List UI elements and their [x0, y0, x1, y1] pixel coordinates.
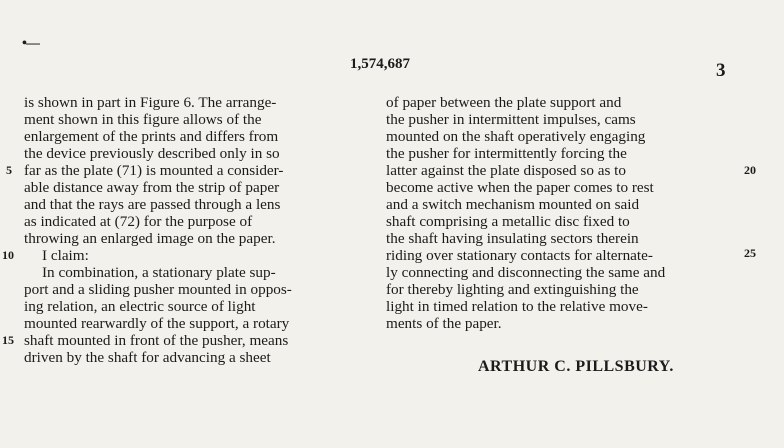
text-line: In combination, a stationary plate sup-: [42, 264, 276, 281]
text-line: ing relation, an electric source of light: [24, 298, 256, 315]
text-line: is shown in part in Figure 6. The arrange-: [24, 94, 277, 111]
text-line: the pusher in intermittent impulses, cams: [386, 111, 636, 128]
inventor-signature: ARTHUR C. PILLSBURY.: [478, 358, 674, 375]
text-line: able distance away from the strip of paper: [24, 179, 280, 196]
patent-number: 1,574,687: [350, 56, 410, 72]
right-column: [386, 94, 736, 332]
text-line: riding over stationary contacts for alternate-: [386, 247, 653, 264]
text-line: the pusher for intermittently forcing the: [386, 145, 627, 162]
line-number-10: 10: [2, 248, 14, 262]
text-line: ly connecting and disconnecting the same and: [386, 264, 666, 281]
text-line: throwing an enlarged image on the paper.: [24, 230, 276, 247]
claim-heading: I claim:: [42, 247, 89, 264]
text-line: shaft mounted in front of the pusher, means: [24, 332, 289, 349]
text-line: become active when the paper comes to rest: [386, 179, 654, 196]
text-line: shaft comprising a metallic disc fixed to: [386, 213, 630, 230]
text-line: far as the plate (71) is mounted a consider-: [24, 162, 284, 179]
text-line: the shaft having insulating sectors therein: [386, 230, 639, 247]
text-line: mounted rearwardly of the support, a rotary: [24, 315, 290, 332]
text-line: and a switch mechanism mounted on said: [386, 196, 640, 213]
text-line: and that the rays are passed through a lens: [24, 196, 281, 213]
text-line: port and a sliding pusher mounted in oppos-: [24, 281, 292, 298]
text-line: latter against the plate disposed so as to: [386, 162, 626, 179]
text-line: driven by the shaft for advancing a sheet: [24, 349, 271, 366]
text-line: enlargement of the prints and differs from: [24, 128, 279, 145]
line-number-5: 5: [6, 163, 12, 177]
left-column: [24, 94, 374, 366]
page-number: 3: [716, 60, 726, 81]
text-line: light in timed relation to the relative move-: [386, 298, 648, 315]
line-number-25: 25: [744, 246, 756, 260]
text-line: of paper between the plate support and: [386, 94, 622, 111]
text-line: mounted on the shaft operatively engaging: [386, 128, 646, 145]
text-line: for thereby lighting and extinguishing the: [386, 281, 639, 298]
text-line: as indicated at (72) for the purpose of: [24, 213, 253, 230]
text-line: ment shown in this figure allows of the: [24, 111, 262, 128]
line-number-15: 15: [2, 333, 14, 347]
text-line: the device previously described only in so: [24, 145, 280, 162]
text-line: ments of the paper.: [386, 315, 502, 332]
corner-mark: •—: [22, 36, 39, 51]
line-number-20: 20: [744, 163, 756, 177]
